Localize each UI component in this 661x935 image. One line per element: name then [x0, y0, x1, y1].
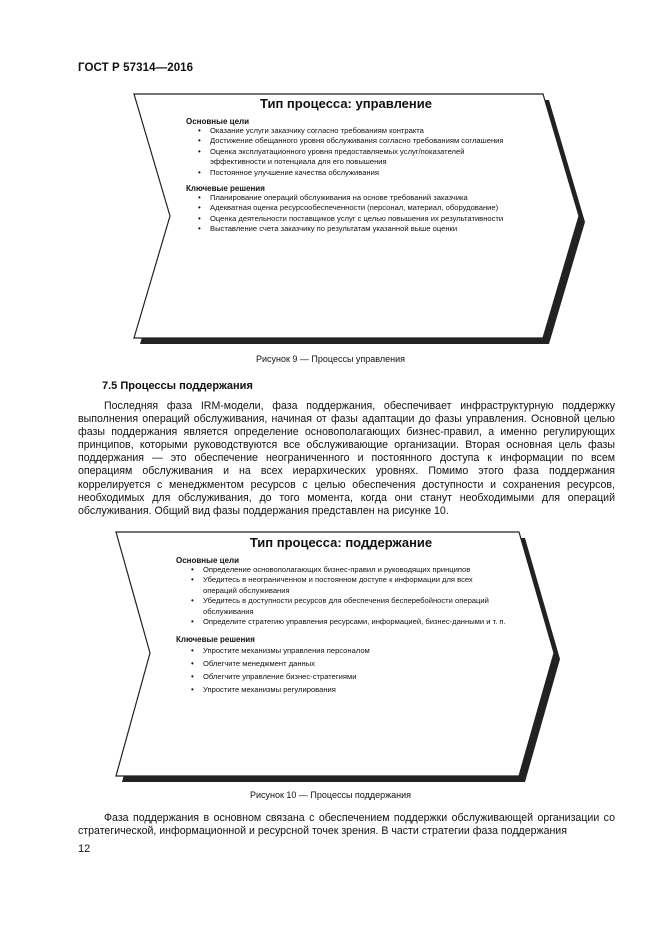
- figure9-content: [186, 96, 506, 235]
- paragraph-text: Последняя фаза IRM-модели, фаза поддержания, обеспечивает инфраструктурную поддержку выполнения операций обслуживания, начиная от фазы адаптации до фазы управления. Основной целью фазы поддержания является определение основополагающих бизнес-правил, а именно регулирующих принципов, которыми руководствуются все обслуживающие организации. Вторая основная цель фазы поддержания — это обеспечение неограниченного и постоянного доступа к информации по всем операциям обслуживания и на всех иерархических уровнях. Помимо этого фаза поддержания коррелируется с менеджментом ресурсов с целью обеспечения доступности и сохранения ресурсов, необходимых для обслуживания, до того момента, когда они станут необходимыми для операций обслуживания. Общий вид фазы поддержания представлен на рисунке 10.: [78, 400, 615, 517]
- list-item: • Упростите механизмы управления персоналом: [186, 644, 506, 657]
- figure10-content: [176, 535, 506, 696]
- figure9-decisions-label: Ключевые решения: [186, 184, 265, 194]
- figure10-goals-label: Основные цели: [176, 556, 240, 565]
- body-paragraph: [78, 400, 615, 518]
- list-item: • Убедитесь в неограниченном и постоянном доступе к информации для всех операций обслуживания: [186, 575, 506, 596]
- figure10-decisions-list: [186, 644, 506, 696]
- list-item: • Упростите механизмы регулирования: [186, 683, 506, 696]
- figure9-caption: Рисунок 9 — Процессы управления: [255, 354, 406, 364]
- list-item: • Выставление счета заказчику по результатам указанной выше оценки: [193, 224, 506, 234]
- figure10-caption: Рисунок 10 — Процессы поддержания: [249, 790, 412, 800]
- figure9-goals-list: [193, 126, 506, 178]
- list-item: • Оценка эксплуатационного уровня предоставляемых услуг/показателей эффективности и потенциала для его повышения: [193, 147, 506, 168]
- list-item: • Определение основополагающих бизнес-правил и руководящих принципов: [186, 565, 506, 575]
- figure10-decisions-label: Ключевые решения: [176, 635, 255, 645]
- list-item: • Оказание услуги заказчику согласно требованиям контракта: [193, 126, 506, 136]
- list-item: • Облегчите менеджмент данных: [186, 657, 506, 670]
- figure9-goals-label: Основные цели: [186, 117, 250, 126]
- list-item: • Оценка деятельности поставщиков услуг с целью повышения их результативности: [193, 214, 506, 224]
- figure9-decisions-list: [193, 193, 506, 235]
- document-code: ГОСТ Р 57314—2016: [78, 62, 194, 74]
- figure10-goals-list: [186, 565, 506, 627]
- page-number: 12: [78, 843, 91, 855]
- closing-paragraph: [78, 812, 615, 838]
- list-item: • Облегчите управление бизнес-стратегиями: [186, 670, 506, 683]
- figure10-title: Тип процесса: поддержание: [249, 535, 433, 550]
- figure9-title: Тип процесса: управление: [260, 96, 432, 111]
- section-heading: 7.5 Процессы поддержания: [102, 380, 253, 392]
- list-item: • Определите стратегию управления ресурсами, информацией, бизнес-данными и т. п.: [186, 617, 506, 627]
- paragraph-text: Фаза поддержания в основном связана с обеспечением поддержки обслуживающей организации со стратегической, информационной и ресурсной точек зрения. В части стратегии фаза поддержания: [78, 812, 615, 838]
- list-item: • Планирование операций обслуживания на основе требований заказчика: [193, 193, 506, 203]
- list-item: • Достижение обещанного уровня обслуживания согласно требованиям соглашения: [193, 136, 506, 146]
- list-item: • Убедитесь в доступности ресурсов для обеспечения бесперебойности операций обслуживания: [186, 596, 506, 617]
- list-item: • Постоянное улучшение качества обслуживания: [193, 168, 506, 178]
- list-item: • Адекватная оценка ресурсообеспеченности (персонал, материал, оборудование): [193, 203, 506, 213]
